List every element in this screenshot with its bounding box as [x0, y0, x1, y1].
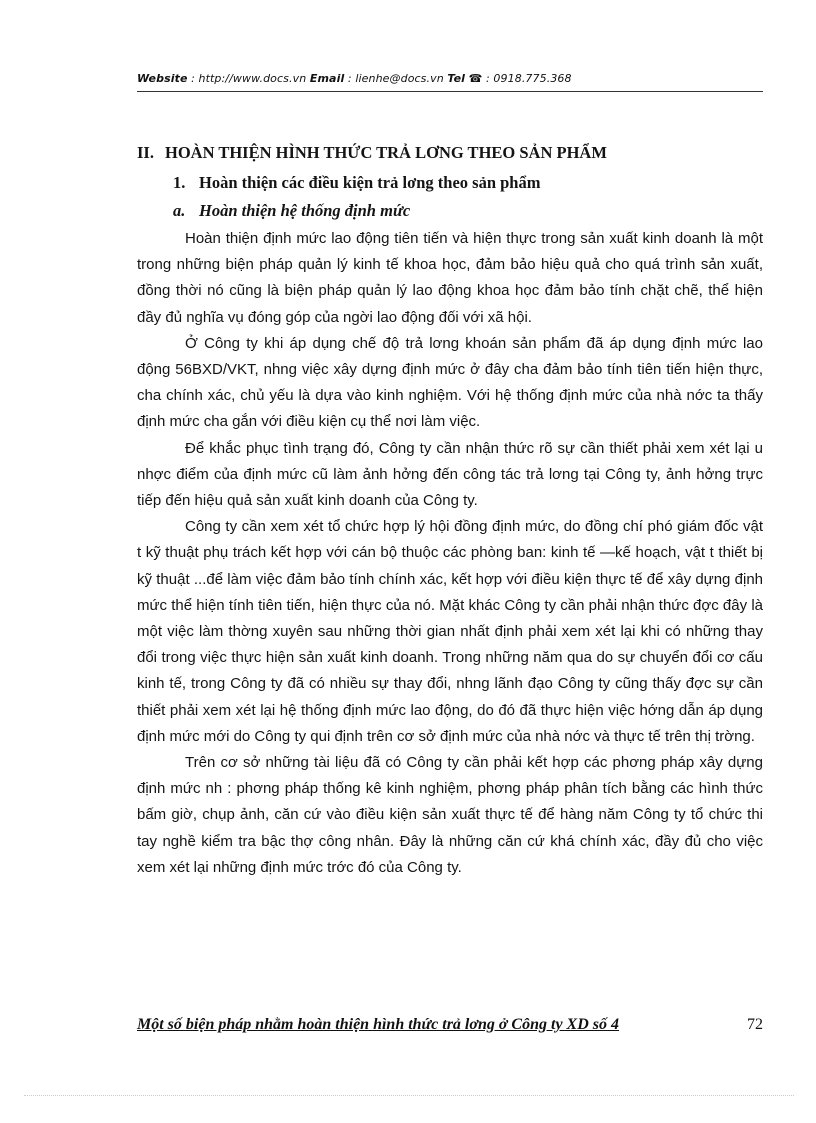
page-footer	[137, 1016, 763, 1034]
website-url: : http://www.docs.vn	[187, 72, 310, 85]
footer-title: Một số biện pháp nhằm hoàn thiện hình thức trả lơng ở Công ty XD số 4	[137, 1016, 619, 1033]
header-divider	[137, 91, 763, 92]
subsection-number: 1.	[173, 173, 186, 192]
section-title: HOÀN THIỆN HÌNH THỨC TRẢ LƠNG THEO SẢN PHẨM	[165, 143, 607, 162]
website-label: Website	[137, 72, 188, 85]
page-number: 72	[747, 1016, 763, 1033]
paragraph: Trên cơ sở những tài liệu đã có Công ty cần phải kết hợp các phơng pháp xây dựng định mức nh : phơng pháp thống kê kinh nghiệm, phơng pháp phân tích bằng các hình thức bấm giờ, chụp ảnh, căn cứ vào điều kiện sản xuất thực tế để hàng năm Công ty tổ chức thi tay nghề kiểm tra bậc thợ công nhân. Đây là những căn cứ khá chính xác, đầy đủ cho việc xem xét lại những định mức trớc đó của Công ty.	[137, 754, 763, 876]
page-header	[137, 72, 763, 85]
email-label: Email	[309, 72, 345, 85]
section-number: II.	[137, 143, 154, 162]
subsection-heading	[137, 170, 763, 196]
email-address: : lienhe@docs.vn	[344, 72, 448, 85]
tel-label: Tel	[447, 72, 466, 85]
phone-icon: ☎	[468, 72, 483, 85]
phone-number: : 0918.775.368	[482, 72, 572, 85]
subsubsection-heading	[137, 198, 763, 224]
subsubsection-number: a.	[173, 201, 186, 220]
bottom-divider	[24, 1095, 794, 1096]
subsection-title: Hoàn thiện các điều kiện trả lơng theo sản phẩm	[199, 173, 541, 192]
paragraph: Hoàn thiện định mức lao động tiên tiến và hiện thực trong sản xuất kinh doanh là một trong những biện pháp quản lý kinh tế khoa học, đảm bảo hiệu quả cho quá trình sản xuất, đồng thời nó cũng là biện pháp quản lý lao động khoa học đảm bảo tính chặt chẽ, thể hiện đầy đủ nghĩa vụ đóng góp của ngời lao động đối với xã hội.	[137, 230, 763, 326]
document-body	[137, 140, 763, 881]
paragraph: Công ty cần xem xét tổ chức hợp lý hội đồng định mức, do đồng chí phó giám đốc vật t kỹ thuật phụ trách kết hợp với cán bộ thuộc các phòng ban: kinh tế —kế hoạch, vật t thiết bị kỹ thuật ...để làm việc đảm bảo tính chính xác, kết hợp với điều kiện thực tế để xây dựng định mức thể hiện tính tiên tiến, hiện thực của nó. Mặt khác Công ty cần phải nhận thức đợc đây là một việc làm thờng xuyên sau những thời gian nhất định phải xem xét lại khi có những thay đổi trong việc thực hiện sản xuất kinh doanh. Trong những năm qua do sự chuyển đổi cơ cấu kinh tế, trong Công ty đã có nhiều sự thay đổi, nhng lãnh đạo Công ty cũng thấy đợc sự cần thiết phải xem xét lại hệ thống định mức lao động, do đó đã thực hiện việc hớng dẫn áp dụng định mức mới do Công ty qui định trên cơ sở định mức của nhà nớc và thực tế trên thị trờng.	[137, 518, 763, 745]
section-heading	[137, 140, 763, 166]
subsubsection-title: Hoàn thiện hệ thống định mức	[199, 201, 411, 220]
paragraph: Để khắc phục tình trạng đó, Công ty cần nhận thức rõ sự cần thiết phải xem xét lại u nhợc điểm của định mức cũ làm ảnh hởng đến công tác trả lơng tại Công ty, ảnh hởng trực tiếp đến hiệu quả sản xuất kinh doanh của Công ty.	[137, 439, 763, 510]
paragraph: Ở Công ty khi áp dụng chế độ trả lơng khoán sản phẩm đã áp dụng định mức lao động 56BXD/VKT, nhng việc xây dựng định mức ở đây cha đảm bảo tính tiên tiến hiện thực, cha chính xác, chủ yếu là dựa vào kinh nghiệm. Với hệ thống định mức của nhà nớc ta thấy định mức cha gắn với điều kiện cụ thể nơi làm việc.	[137, 334, 763, 431]
